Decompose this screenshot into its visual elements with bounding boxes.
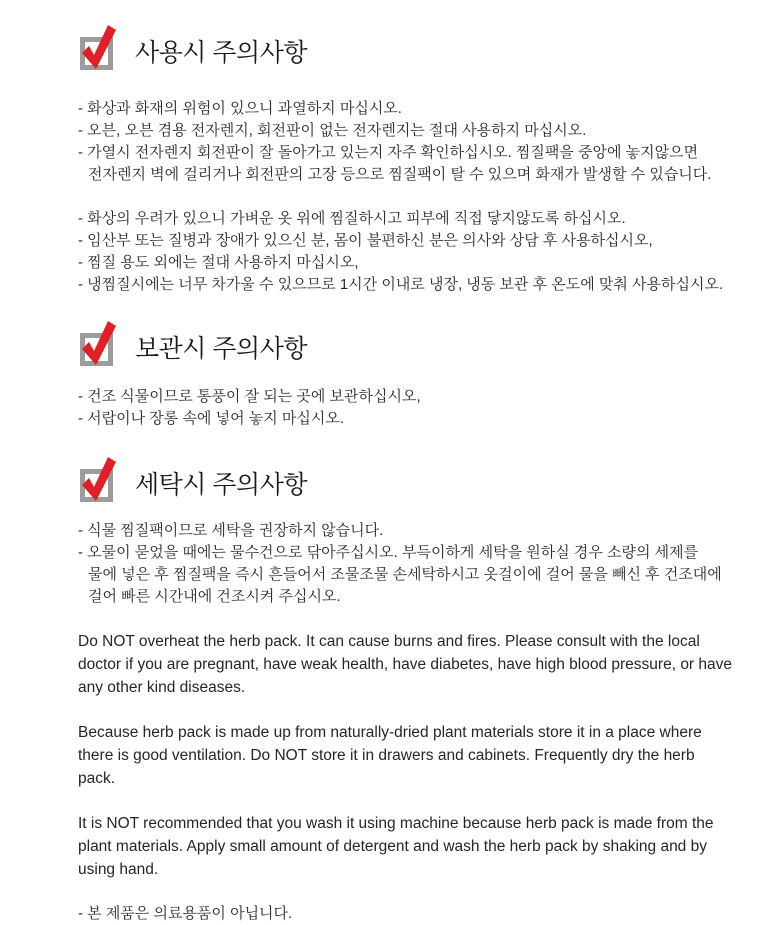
precaution-item: - 오븐, 오븐 겸용 전자렌지, 회전판이 없는 전자렌지는 절대 사용하지 마십시오. — [78, 122, 587, 139]
precaution-item: - 식물 찜질팩이므로 세탁을 권장하지 않습니다. — [78, 522, 384, 539]
precaution-item: - 냉찜질시에는 너무 차가울 수 있으므로 1시간 이내로 냉장, 냉동 보관 후 온도에 맞춰 사용하십시오. — [78, 276, 724, 293]
storage-precaution-list — [78, 386, 730, 430]
precaution-item: - 임산부 또는 질병과 장애가 있으신 분, 몸이 불편하신 분은 의사와 상담 후 사용하십시오, — [78, 232, 653, 249]
precaution-item: - 화상과 화재의 위험이 있으니 과열하지 마십시오. — [78, 100, 402, 117]
section-title-washing: 세탁시 주의사항 — [135, 471, 307, 499]
section-title-storage: 보관시 주의사항 — [135, 335, 307, 363]
section-header-storage — [78, 320, 730, 368]
english-translation-block — [78, 630, 734, 881]
english-paragraph-washing: It is NOT recommended that you wash it using machine because herb pack is made from the plant materials. Apply small amount of detergent and wash the herb pack by shaking and by using hand. — [78, 815, 714, 878]
precaution-item: - 화상의 우려가 있으니 가벼운 옷 위에 찜질하시고 피부에 직접 닿지않도록 하십시오. — [78, 210, 626, 227]
precaution-item: - 가열시 전자렌지 회전판이 잘 돌아가고 있는지 자주 확인하십시오. 찜질팩을 중앙에 놓지않으면 전자렌지 벽에 걸리거나 회전판의 고장 등으로 찜질팩이 탈 수 있으며 화재가 발생할 수 있습니다. — [78, 144, 712, 183]
red-checkbox-icon — [78, 456, 120, 504]
english-paragraph-storage: Because herb pack is made up from naturally-dried plant materials store it in a place where there is good ventilation. Do NOT store it in drawers and cabinets. Frequently dry the herb pack. — [78, 724, 702, 787]
precaution-item: - 서랍이나 장롱 속에 넣어 놓지 마십시오. — [78, 410, 345, 427]
english-paragraph-overheat: Do NOT overheat the herb pack. It can cause burns and fires. Please consult with the local doctor if you are pregnant, have weak health, have diabetes, have high blood pressure, or have any other kind diseases. — [78, 633, 733, 696]
red-checkbox-icon — [78, 320, 120, 368]
usage-precaution-list-2 — [78, 208, 730, 296]
usage-precaution-list-1 — [78, 98, 730, 186]
precaution-item: - 건조 식물이므로 통풍이 잘 되는 곳에 보관하십시오, — [78, 388, 421, 405]
precaution-item: - 오물이 묻었을 때에는 물수건으로 닦아주십시오. 부득이하게 세탁을 원하실 경우 소량의 세제를 물에 넣은 후 찜질팩을 즉시 흔들어서 조물조물 손세탁하시고 옷걸이에 걸어 물을 빼신 후 건조대에 걸어 빠른 시간내에 건조시켜 주십시오. — [78, 544, 722, 605]
precaution-item: - 찜질 용도 외에는 절대 사용하지 마십시오, — [78, 254, 359, 271]
washing-precaution-list — [78, 520, 730, 608]
section-header-usage — [78, 24, 730, 72]
section-title-usage: 사용시 주의사항 — [135, 39, 307, 67]
footnote-text: - 본 제품은 의료용품이 아닙니다. — [78, 905, 293, 922]
red-checkbox-icon — [78, 24, 120, 72]
section-header-washing — [78, 456, 730, 504]
